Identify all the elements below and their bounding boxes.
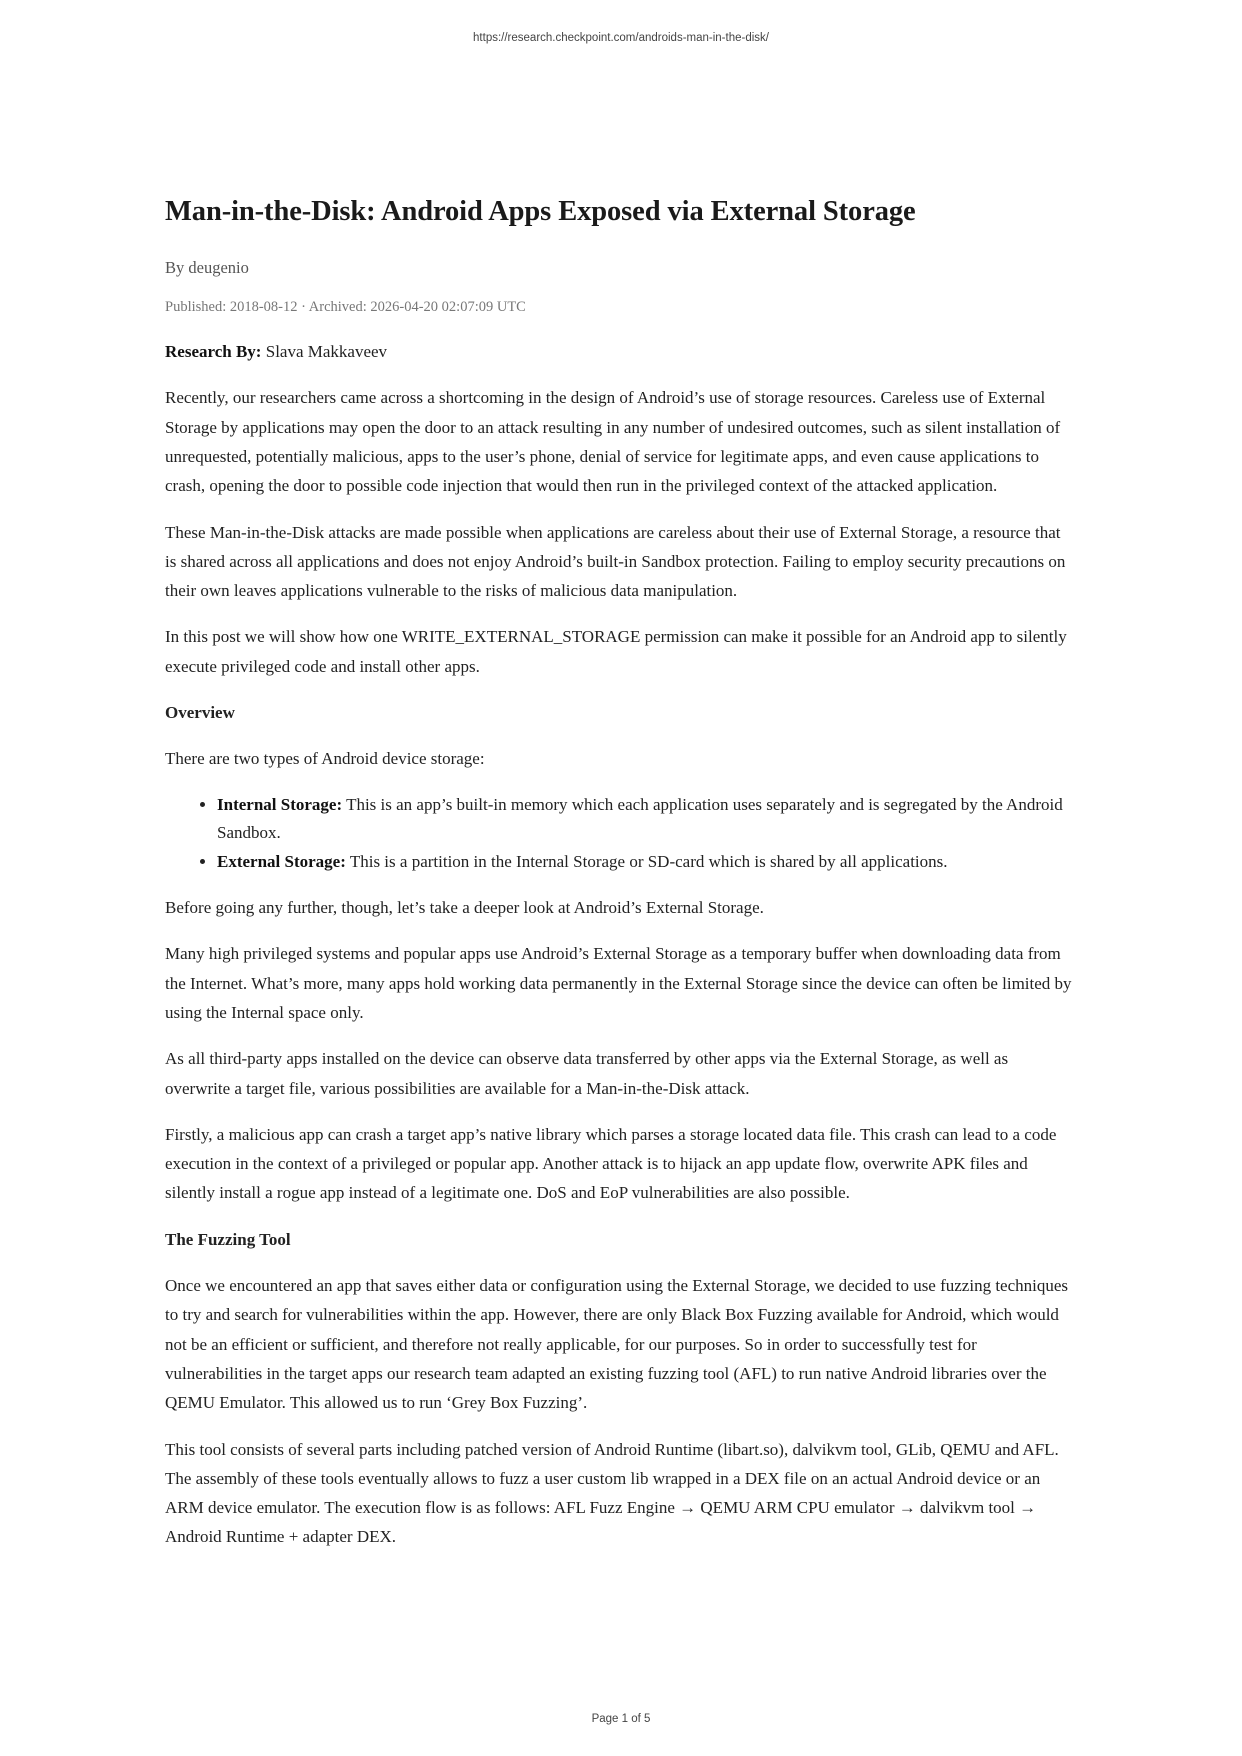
fuzzing-tool-heading: The Fuzzing Tool: [165, 1229, 291, 1249]
list-item-label: External Storage:: [217, 851, 346, 871]
paragraph: Once we encountered an app that saves either data or configuration using the External Storage, we decided to use fuzzing techniques to try and search for vulnerabilities within the app. However, there are only Black Box Fuzzing available for Android, which would not be an efficient or sufficient, and therefore not really applicable, for our purposes. So in order to successfully test for vulnerabilities in the target apps our research team adapted an existing fuzzing tool (AFL) to run native Android libraries over the QEMU Emulator. This allowed us to run ‘Grey Box Fuzzing’.: [165, 1276, 1069, 1413]
article-title: Man-in-the-Disk: Android Apps Exposed via External Storage: [165, 196, 916, 227]
research-by-name: Slava Makkaveev: [261, 342, 388, 362]
paragraph: This tool consists of several parts including patched version of Android Runtime (libart.so), dalvikvm tool, GLib, QEMU and AFL. The assembly of these tools eventually allows to fuzz a user custom lib wrapped in a DEX file on an actual Android device or an ARM device emulator. The execution flow is as follows: AFL Fuzz Engine → QEMU ARM CPU emulator → dalvikvm tool → Android Runtime + adapter DEX.: [165, 1439, 1059, 1547]
overview-intro: There are two types of Android device storage:: [165, 749, 485, 769]
paragraph: Before going any further, though, let’s take a deeper look at Android’s External Storage.: [165, 898, 764, 918]
storage-types-list: [165, 791, 1075, 877]
paragraph: Many high privileged systems and popular apps use Android’s External Storage as a temporary buffer when downloading data from the Internet. What’s more, many apps hold working data permanently in the External Storage since the device can often be limited by using the Internal space only.: [165, 944, 1072, 1022]
article: [165, 194, 1075, 1569]
byline: By deugenio: [165, 257, 249, 277]
publish-meta: Published: 2018-08-12 · Archived: 2026-04-20 02:07:09 UTC: [165, 298, 526, 315]
list-item-label: Internal Storage:: [217, 794, 343, 814]
list-item-text: This is an app’s built-in memory which each application uses separately and is segregated by the Android Sandbox.: [217, 794, 1063, 843]
list-item: [217, 791, 1075, 848]
paragraph: As all third-party apps installed on the device can observe data transferred by other apps via the External Storage, as well as overwrite a target file, various possibilities are available for a Man-in-the-Disk attack.: [165, 1049, 1009, 1098]
research-by: [165, 337, 1075, 366]
list-item-text: This is a partition in the Internal Storage or SD-card which is shared by all applications.: [345, 851, 948, 871]
list-item: [217, 848, 1075, 877]
paragraph: Firstly, a malicious app can crash a target app’s native library which parses a storage located data file. This crash can lead to a code execution in the context of a privileged or popular app. Another attack is to hijack an app update flow, overwrite APK files and silently install a rogue app instead of a legitimate one. DoS and EoP vulnerabilities are also possible.: [165, 1124, 1057, 1203]
paragraph: Recently, our researchers came across a shortcoming in the design of Android’s use of storage resources. Careless use of External Storage by applications may open the door to an attack resulting in any number of undesired outcomes, such as silent installation of unrequested, potentially malicious, apps to the user’s phone, denial of service for legitimate apps, and even cause applications to crash, opening the door to possible code injection that would then run in the privileged context of the attacked application.: [165, 388, 1061, 496]
overview-heading: Overview: [165, 702, 235, 722]
paragraph: In this post we will show how one WRITE_EXTERNAL_STORAGE permission can make it possible for an Android app to silently execute privileged code and install other apps.: [165, 627, 1067, 676]
page-url: https://research.checkpoint.com/androids-man-in-the-disk/: [473, 32, 769, 44]
paragraph: These Man-in-the-Disk attacks are made possible when applications are careless about their use of External Storage, a resource that is shared across all applications and does not enjoy Android’s built-in Sandbox protection. Failing to employ security precautions on their own leaves applications vulnerable to the risks of malicious data manipulation.: [165, 522, 1066, 601]
page-number: Page 1 of 5: [591, 1713, 651, 1725]
research-by-label: Research By:: [165, 342, 262, 362]
